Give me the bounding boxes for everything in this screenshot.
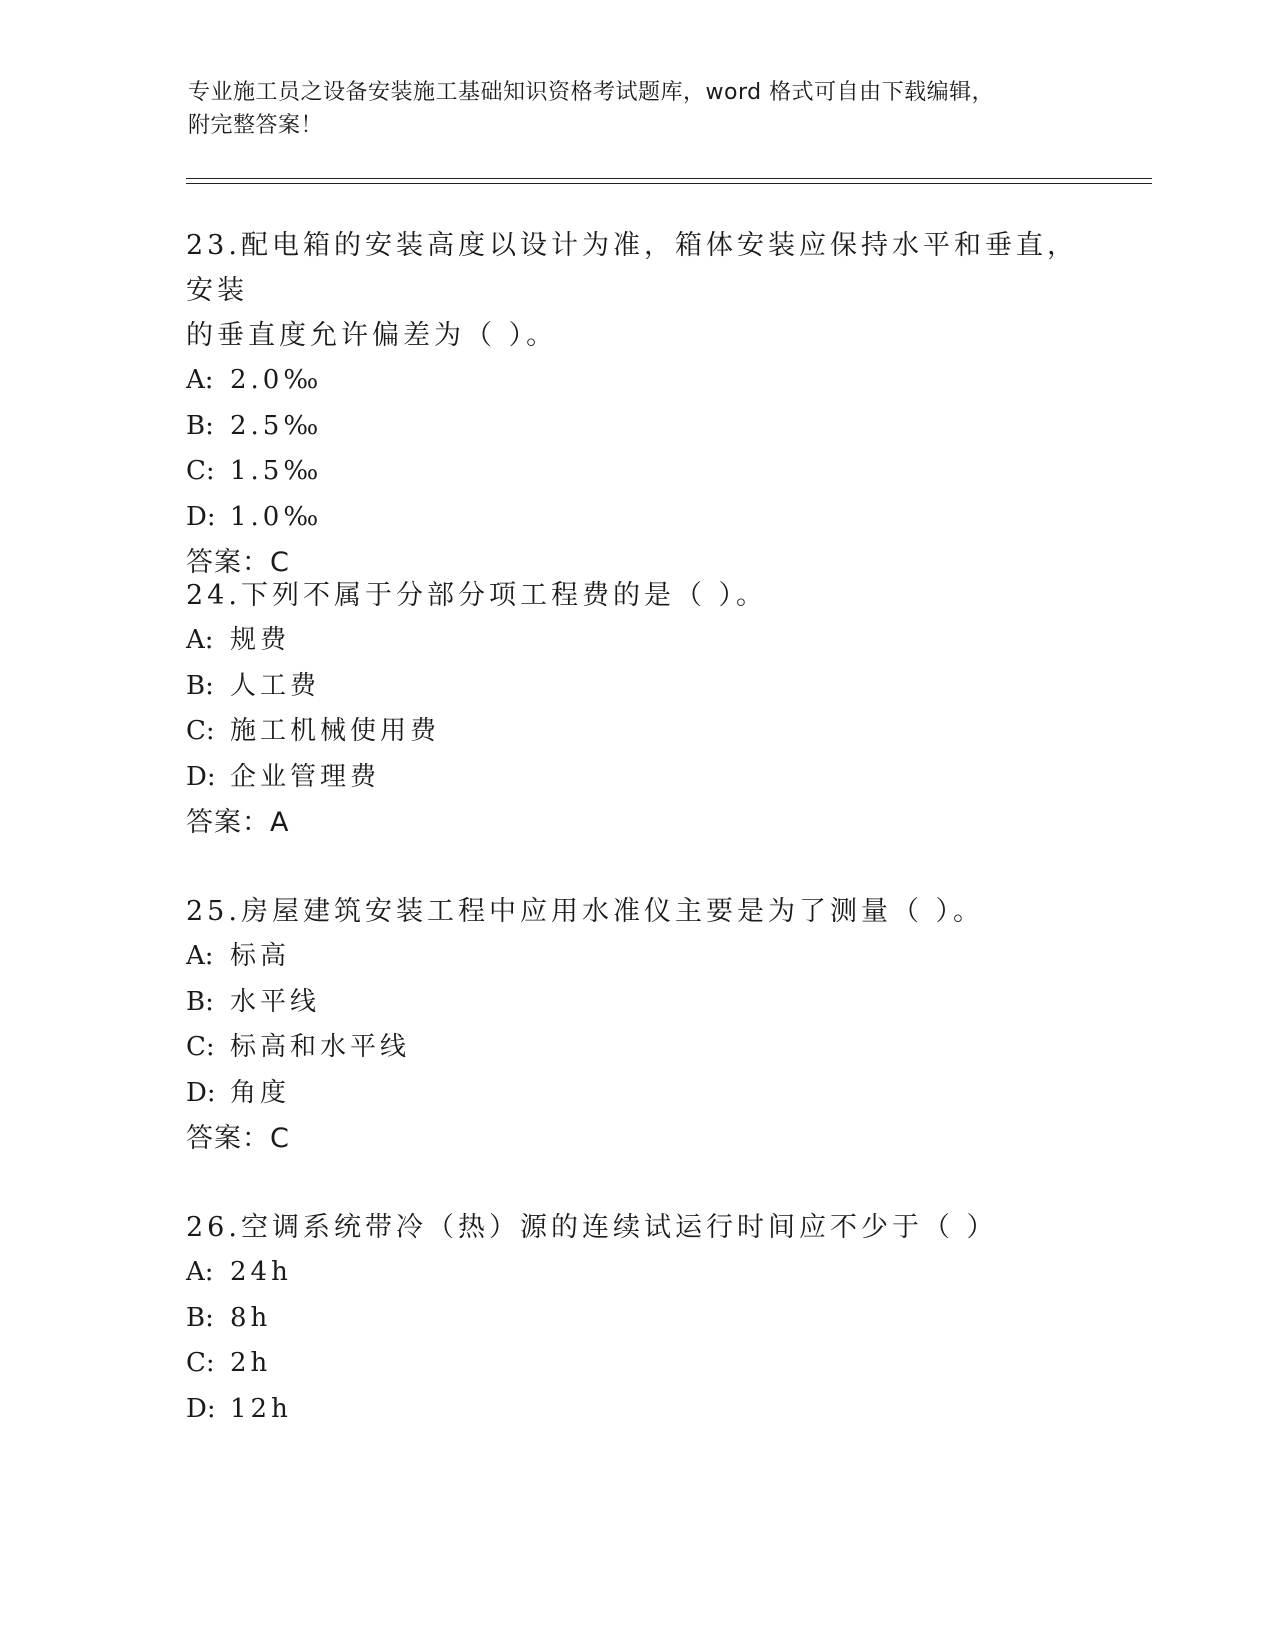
header-line-1: 专业施工员之设备安装施工基础知识资格考试题库，word 格式可自由下载编辑，	[188, 80, 995, 105]
option-d	[186, 1387, 1086, 1433]
option-d	[186, 755, 1086, 801]
option-b	[186, 1296, 1086, 1342]
option-b	[186, 664, 1086, 710]
question-stem	[186, 889, 1086, 934]
question-stem-line: 23.配电箱的安装高度以设计为准，箱体安装应保持水平和垂直，安装	[186, 230, 1078, 306]
option-text: 规费	[230, 625, 291, 655]
option-letter: B:	[186, 410, 214, 441]
option-text: 水平线	[230, 986, 321, 1017]
option-a	[186, 358, 1086, 404]
option-a	[186, 1250, 1086, 1296]
option-a	[186, 618, 1086, 664]
option-letter: B:	[186, 986, 214, 1017]
answer-label: 答案：A	[186, 807, 290, 838]
option-text: 人工费	[230, 670, 321, 701]
option-text: 企业管理费	[230, 761, 381, 792]
option-letter: A:	[186, 1257, 214, 1287]
option-text: 1.0‰	[230, 501, 323, 532]
question-23	[186, 223, 1086, 585]
option-letter: C:	[186, 716, 215, 746]
option-text: 施工机械使用费	[230, 716, 441, 746]
answer-label: 答案：C	[186, 1123, 290, 1154]
option-b	[186, 980, 1086, 1026]
question-25	[186, 889, 1086, 1161]
question-stem	[186, 223, 1086, 358]
option-text: 12h	[230, 1393, 292, 1424]
option-letter: D:	[186, 1393, 216, 1424]
question-26	[186, 1205, 1086, 1432]
option-c	[186, 1341, 1086, 1387]
option-text: 1.5‰	[230, 456, 323, 486]
option-c	[186, 449, 1086, 495]
option-letter: D:	[186, 501, 216, 532]
question-stem-line: 25.房屋建筑安装工程中应用水准仪主要是为了测量（ ）。	[186, 896, 985, 927]
option-c	[186, 709, 1086, 755]
option-text: 24h	[230, 1257, 292, 1287]
option-letter: D:	[186, 761, 216, 792]
question-stem-line: 的垂直度允许偏差为（ ）。	[186, 320, 558, 351]
question-24	[186, 573, 1086, 845]
question-stem	[186, 573, 1086, 618]
option-letter: D:	[186, 1077, 216, 1108]
document-header	[188, 76, 1068, 142]
option-text: 2h	[230, 1348, 272, 1378]
answer-label: 答案：C	[186, 547, 290, 578]
option-letter: C:	[186, 1348, 215, 1378]
option-c	[186, 1025, 1086, 1071]
question-stem-line: 26.空调系统带冷（热）源的连续试运行时间应不少于（ ）	[186, 1212, 998, 1243]
option-letter: B:	[186, 670, 214, 701]
option-letter: A:	[186, 625, 214, 655]
header-double-rule	[186, 178, 1152, 184]
option-letter: A:	[186, 941, 214, 971]
option-letter: C:	[186, 1032, 215, 1062]
header-line-2: 附完整答案！	[188, 113, 324, 138]
option-d	[186, 495, 1086, 541]
option-d	[186, 1071, 1086, 1117]
option-text: 角度	[230, 1077, 291, 1108]
option-text: 2.5‰	[230, 410, 323, 441]
question-stem	[186, 1205, 1086, 1250]
option-letter: A:	[186, 365, 214, 395]
option-a	[186, 934, 1086, 980]
option-b	[186, 404, 1086, 450]
option-letter: B:	[186, 1302, 214, 1333]
option-text: 标高	[230, 941, 291, 971]
question-stem-line: 24.下列不属于分部分项工程费的是（ ）。	[186, 580, 768, 611]
option-text: 8h	[230, 1302, 272, 1333]
option-letter: C:	[186, 456, 215, 486]
option-text: 标高和水平线	[230, 1032, 411, 1062]
option-text: 2.0‰	[230, 365, 323, 395]
